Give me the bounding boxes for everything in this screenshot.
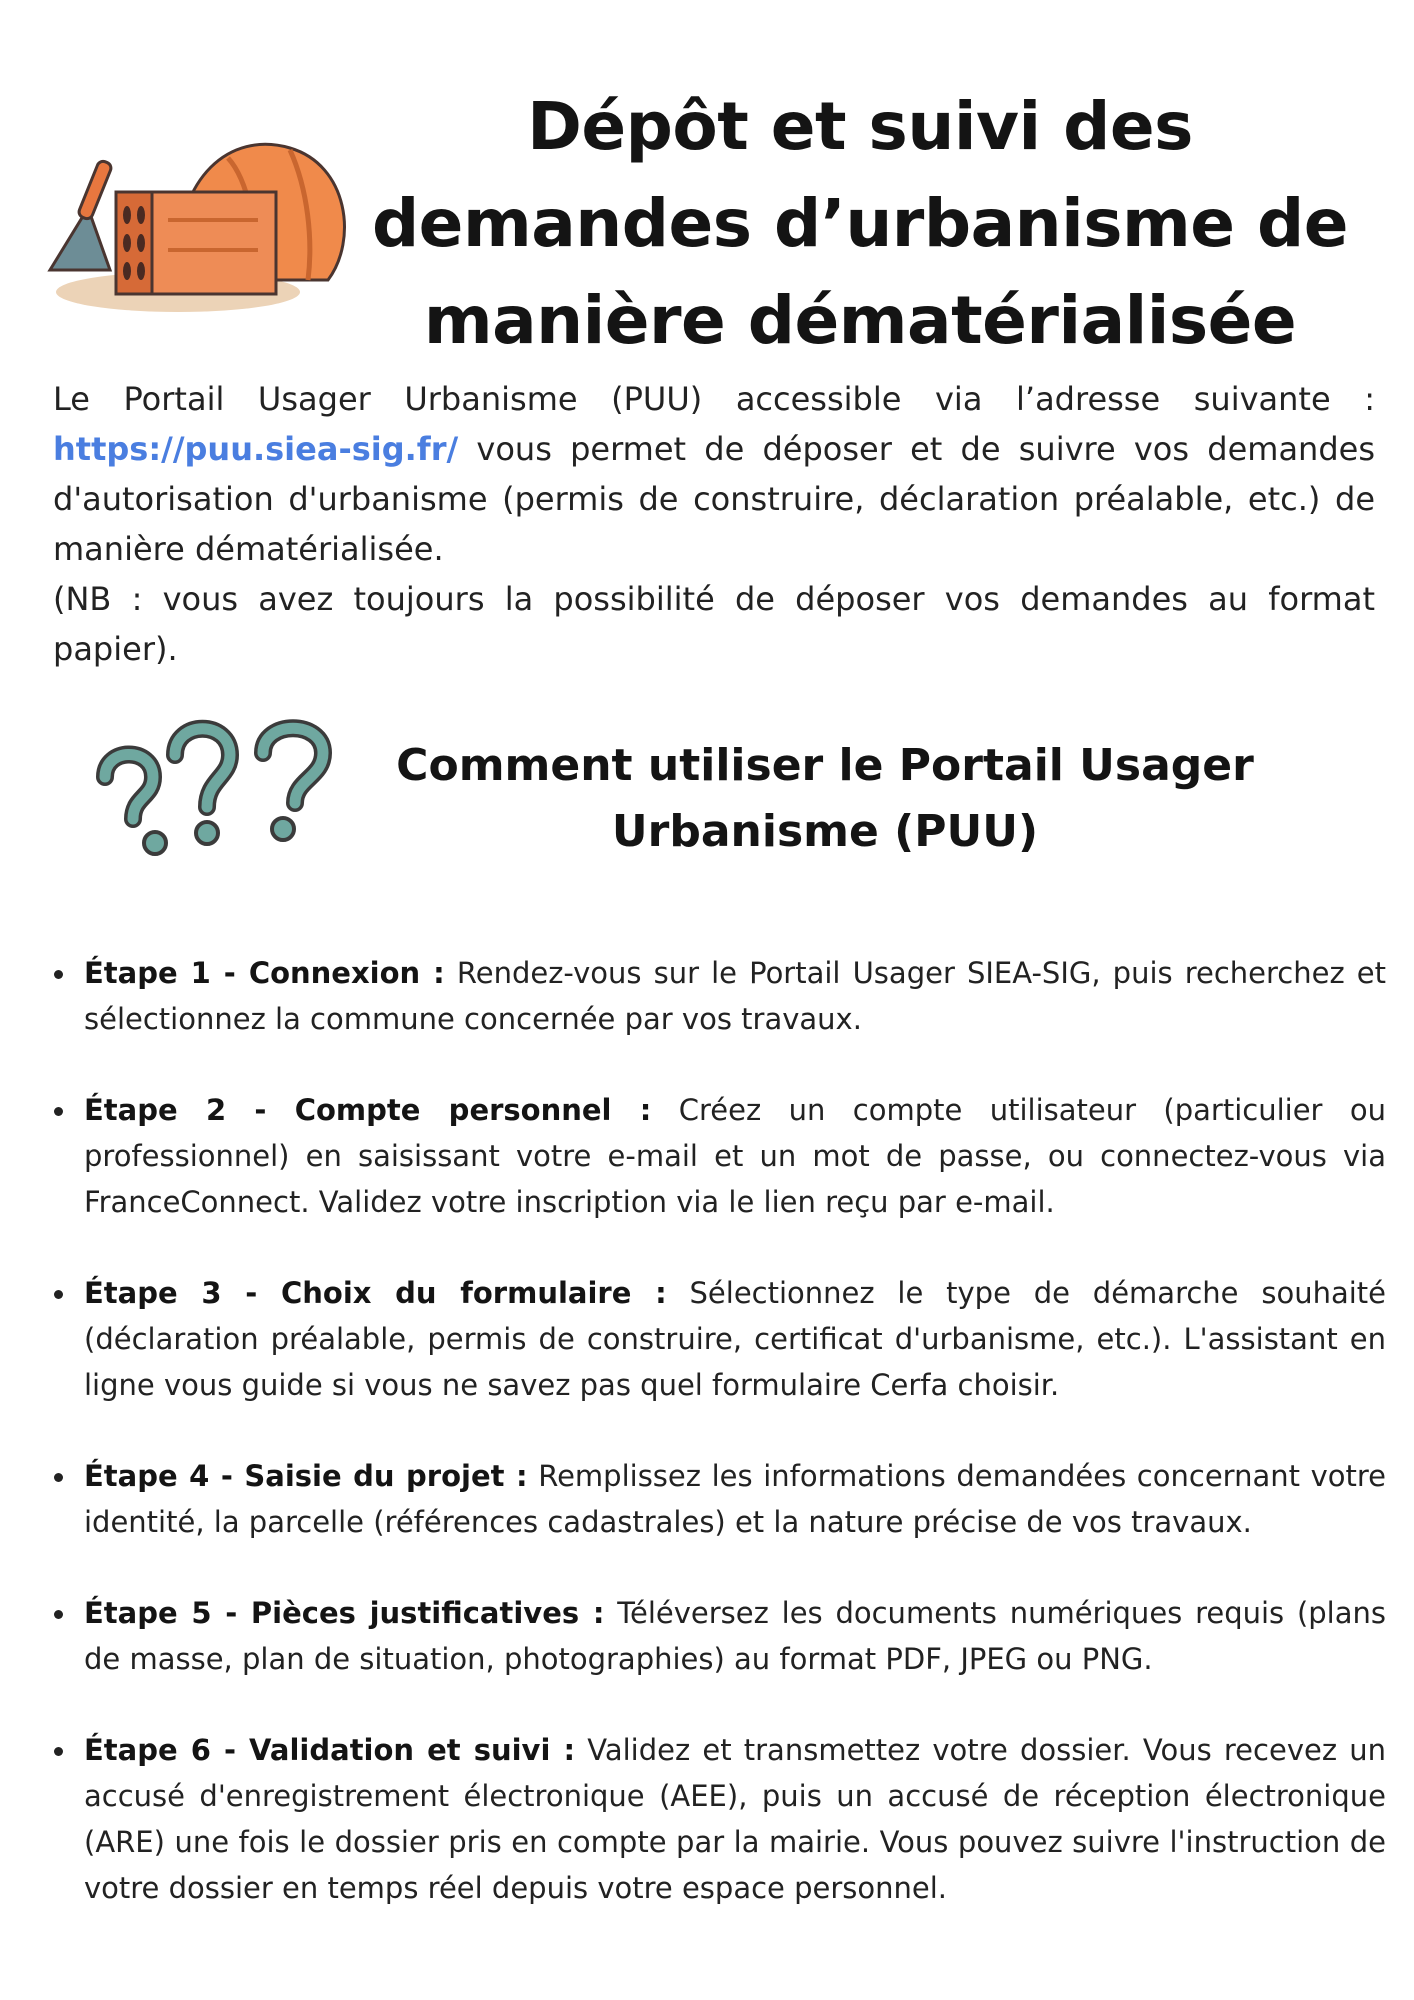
step-2-title: Étape 2 - Compte personnel : xyxy=(84,1093,652,1127)
step-5-title: Étape 5 - Pièces justificatives : xyxy=(84,1596,605,1630)
steps-list xyxy=(84,950,1386,1956)
step-5-text: Téléversez les documents numériques requis (plans de masse, plan de situation, photographies) au format PDF, JPEG ou PNG. xyxy=(84,1596,1386,1676)
step-1 xyxy=(84,950,1386,1042)
step-1-title: Étape 1 - Connexion : xyxy=(84,956,445,990)
step-3-text: Sélectionnez le type de démarche souhaité (déclaration préalable, permis de construire, certificat d'urbanisme, etc.). L'assistant en ligne vous guide si vous ne savez pas quel formulaire Cerfa choisir. xyxy=(84,1276,1386,1402)
step-6-text: Validez et transmettez votre dossier. Vous recevez un accusé d'enregistrement électronique (AEE), puis un accusé de réception électronique (ARE) une fois le dossier pris en compte par la mairie. Vous pouvez suivre l'instruction de votre dossier en temps réel depuis votre espace personnel. xyxy=(84,1733,1386,1905)
page-title: Dépôt et suivi des demandes d’urbanisme de manière dématérialisée xyxy=(371,88,1349,359)
step-5 xyxy=(84,1590,1386,1682)
step-1-text: Rendez-vous sur le Portail Usager SIEA-SIG, puis recherchez et sélectionnez la commune concernée par vos travaux. xyxy=(84,956,1386,1036)
step-3-title: Étape 3 - Choix du formulaire : xyxy=(84,1276,667,1310)
question-marks-icon xyxy=(95,715,345,860)
step-3 xyxy=(84,1270,1386,1408)
section-title: Comment utiliser le Portail Usager Urbanisme (PUU) xyxy=(396,740,1254,857)
construction-helmet-brick-trowel-icon xyxy=(28,120,353,320)
step-6 xyxy=(84,1727,1386,1911)
step-6-title: Étape 6 - Validation et suivi : xyxy=(84,1733,576,1767)
step-2-text: Créez un compte utilisateur (particulier ou professionnel) en saisissant votre e-mail et un mot de passe, ou connectez-vous via FranceConnect. Validez votre inscription via le lien reçu par e-mail. xyxy=(84,1093,1386,1219)
step-4 xyxy=(84,1453,1386,1545)
intro-note: (NB : vous avez toujours la possibilité de déposer vos demandes au format papier). xyxy=(53,580,1375,668)
intro-text-start: Le Portail Usager Urbanisme (PUU) accessible via l’adresse suivante : xyxy=(53,380,1375,418)
step-2 xyxy=(84,1087,1386,1225)
intro-text-end: vous permet de déposer et de suivre vos demandes d'autorisation d'urbanisme (permis de construire, déclaration préalable, etc.) de manière dématérialisée. xyxy=(53,430,1375,568)
step-4-text: Remplissez les informations demandées concernant votre identité, la parcelle (références cadastrales) et la nature précise de vos travaux. xyxy=(84,1459,1386,1539)
intro-paragraph xyxy=(53,374,1375,674)
step-4-title: Étape 4 - Saisie du projet : xyxy=(84,1459,528,1493)
portal-link[interactable]: https://puu.siea-sig.fr/ xyxy=(53,430,459,468)
